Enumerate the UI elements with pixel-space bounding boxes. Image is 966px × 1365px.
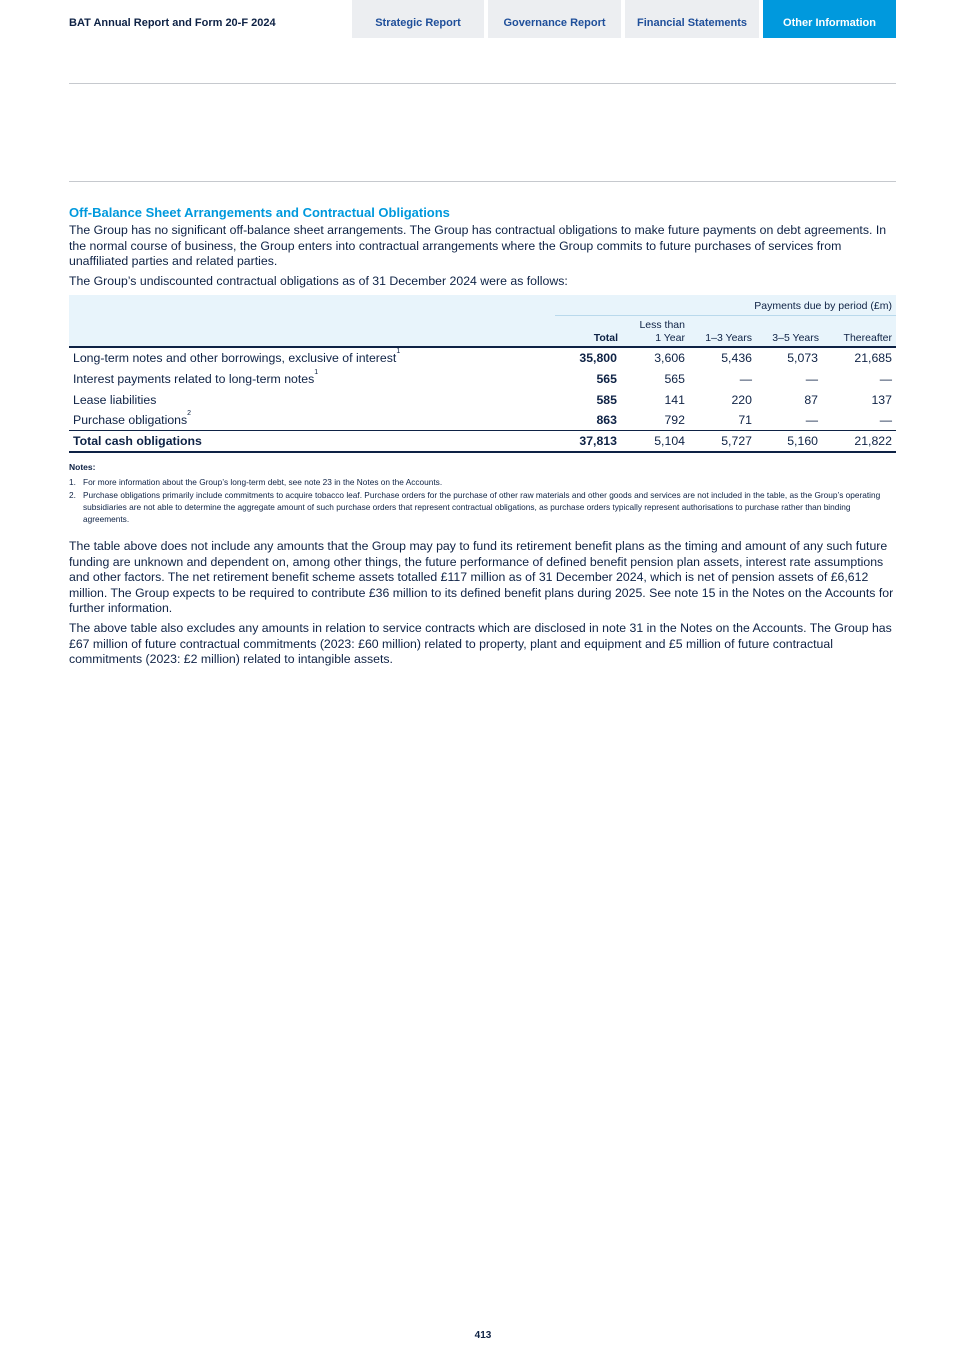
cell-1-3-years: 5,727 xyxy=(721,434,752,448)
cell-1-3-years: 71 xyxy=(738,413,752,427)
cell-1-3-years: 5,436 xyxy=(721,351,752,365)
cell-thereafter: — xyxy=(879,413,892,427)
document-title: BAT Annual Report and Form 20-F 2024 xyxy=(69,17,276,29)
col-header-1-3-years: 1–3 Years xyxy=(705,332,752,344)
table-bottom-rule xyxy=(69,451,896,453)
col-header-1-year: 1 Year xyxy=(655,332,685,344)
row-label: Long-term notes and other borrowings, exclusive of interest$^1$ xyxy=(73,348,401,365)
cell-less-than-1-year: 792 xyxy=(664,413,685,427)
table-row xyxy=(69,347,896,367)
row-label: Lease liabilities xyxy=(73,393,157,407)
col-header-3-5-years: 3–5 Years xyxy=(772,332,819,344)
col-header-thereafter: Thereafter xyxy=(843,332,892,344)
table-total-row xyxy=(69,430,896,450)
table-intro: The Group’s undiscounted contractual obligations as of 31 December 2024 were as follows: xyxy=(69,274,568,288)
tab-financial-statements[interactable]: Financial Statements xyxy=(625,0,759,38)
table-header-line xyxy=(555,315,896,316)
note-number: 2. xyxy=(69,490,76,500)
cell-1-3-years: 220 xyxy=(731,393,752,407)
cell-3-5-years: — xyxy=(805,372,818,386)
cell-thereafter: 137 xyxy=(871,393,892,407)
tab-governance-report[interactable]: Governance Report xyxy=(488,0,621,38)
note-text: For more information about the Group’s long-term debt, see note 23 in the Notes on the Accounts. xyxy=(83,477,443,487)
table-row xyxy=(69,389,896,409)
col-header-less-than: Less than xyxy=(639,319,685,331)
table-caption: Payments due by period (£m) xyxy=(754,300,892,312)
note-number: 1. xyxy=(69,477,76,487)
tab-other-information[interactable]: Other Information xyxy=(763,0,896,38)
cell-thereafter: — xyxy=(879,372,892,386)
note-text: Purchase obligations primarily include commitments to acquire tobacco leaf. Purchase orders for the purchase of other raw materials and other goods and services are not included in the table, as the Group’s operating subsidiaries are not able to determine the aggregate amount of such purchase orders that represent contractual obligations, as purchase orders typically represent authorisations to purchase rather than binding agreements. xyxy=(83,490,881,524)
cell-less-than-1-year: 5,104 xyxy=(654,434,685,448)
cell-3-5-years: 5,073 xyxy=(787,351,818,365)
section-title: Off-Balance Sheet Arrangements and Contractual Obligations xyxy=(69,205,450,220)
tab-strategic-report[interactable]: Strategic Report xyxy=(352,0,484,38)
col-header-total: Total xyxy=(593,332,618,344)
divider-section xyxy=(69,181,896,182)
cell-total: 863 xyxy=(596,413,617,427)
table-row xyxy=(69,409,896,429)
row-label: Interest payments related to long-term notes$^1$ xyxy=(73,369,319,386)
notes-title: Notes: xyxy=(69,462,96,472)
cell-1-3-years: — xyxy=(739,372,752,386)
cell-thereafter: 21,685 xyxy=(854,351,892,365)
page-number: 413 xyxy=(474,1330,492,1341)
intro-paragraph: The Group has no significant off-balance sheet arrangements. The Group has contractual obligations to make future payments on debt agreements. In the normal course of business, the Group enters into contractual arrangements where the Group commits to future purchases of services from unaffiliated parties and related parties. xyxy=(69,223,887,268)
cell-thereafter: 21,822 xyxy=(854,434,892,448)
cell-total: 565 xyxy=(596,372,617,386)
divider-top xyxy=(69,83,896,84)
cell-less-than-1-year: 565 xyxy=(664,372,685,386)
cell-total: 35,800 xyxy=(579,351,617,365)
service-contracts-paragraph: The above table also excludes any amounts in relation to service contracts which are disclosed in note 31 in the Notes on the Accounts. The Group has £67 million of future contractual commitments (2023: £60 million) related to property, plant and equipment and £5 million of future contractual commitments (2023: £2 million) related to intangible assets. xyxy=(69,621,892,666)
retirement-paragraph: The table above does not include any amounts that the Group may pay to fund its retirement benefit plans as the timing and amount of any such future funding are unknown and dependent on, among other things, the future performance of defined benefit pension plan assets, interest rate assumptions and other factors. The net retirement benefit scheme assets totalled £117 million as of 31 December 2024, which is net of pension assets of £6,612 million. The Group expects to be required to contribute £36 million to its defined benefit plans during 2025. See note 15 in the Notes on the Accounts for further information. xyxy=(69,539,894,615)
cell-total: 37,813 xyxy=(579,434,617,448)
row-label: Total cash obligations xyxy=(73,434,202,448)
cell-less-than-1-year: 141 xyxy=(664,393,685,407)
cell-3-5-years: 5,160 xyxy=(787,434,818,448)
cell-total: 585 xyxy=(596,393,617,407)
cell-3-5-years: — xyxy=(805,413,818,427)
cell-3-5-years: 87 xyxy=(804,393,818,407)
row-label: Purchase obligations$^2$ xyxy=(73,410,192,427)
table-row xyxy=(69,368,896,388)
cell-less-than-1-year: 3,606 xyxy=(654,351,685,365)
